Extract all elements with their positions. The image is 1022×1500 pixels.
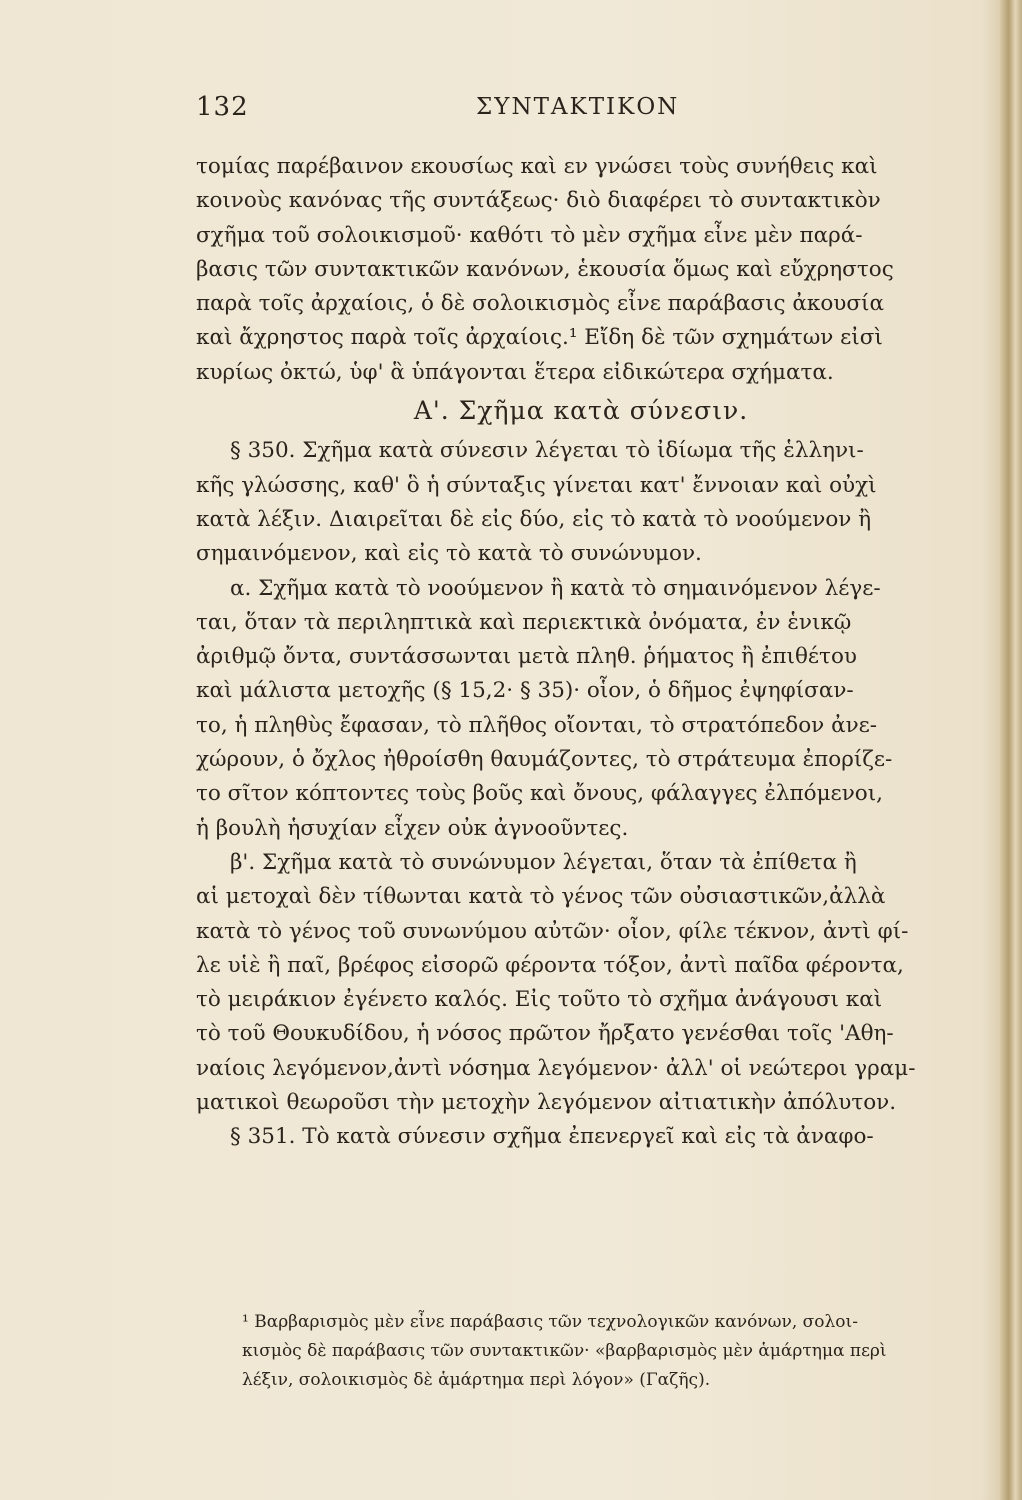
text-line: κυρίως ὀκτώ, ὑφ' ἃ ὑπάγονται ἕτερα εἰδικώτερα σχήματα. xyxy=(196,359,834,385)
intro-paragraph xyxy=(196,150,966,390)
text-line: καὶ μάλιστα μετοχῆς (§ 15,2· § 35)· οἷον, ὁ δῆμος ἐψηφίσαν- xyxy=(196,678,854,704)
text-line: κῆς γλώσσης, καθ' ὃ ἡ σύνταξις γίνεται κατ' ἔννοιαν καὶ οὐχὶ xyxy=(196,472,877,498)
text-line: σχῆμα τοῦ σολοικισμοῦ· καθότι τὸ μὲν σχῆμα εἶνε μὲν παρά- xyxy=(196,222,863,248)
paragraph-350 xyxy=(196,434,966,571)
text-line: ματικοὶ θεωροῦσι τὴν μετοχὴν λεγόμενον αἰτιατικὴν ἀπόλυτον. xyxy=(196,1090,897,1116)
text-line: α. Σχῆμα κατὰ τὸ νοούμενον ἢ κατὰ τὸ σημαινόμενον λέγε- xyxy=(230,575,881,601)
text-line: ἡ βουλὴ ἡσυχίαν εἶχεν οὐκ ἀγνοοῦντες. xyxy=(196,815,629,841)
footnote-line: κισμὸς δὲ παράβασις τῶν συντακτικῶν· «βαρβαρισμὸς μὲν ἁμάρτημα περὶ xyxy=(242,1341,887,1361)
body-text xyxy=(196,150,966,1155)
text-line: τομίας παρέβαινον εκουσίως καὶ εν γνώσει τοὺς συνήθεις καὶ xyxy=(196,154,878,179)
text-line: παρὰ τοῖς ἀρχαίοις, ὁ δὲ σολοικισμὸς εἶνε παράβασις ἀκουσία xyxy=(196,291,884,317)
footnote-line: λέξιν, σολοικισμὸς δὲ ἁμάρτημα περὶ λόγον» (Γαζῆς). xyxy=(242,1370,711,1390)
text-line: ἀριθμῷ ὄντα, συντάσσωνται μετὰ πληθ. ῥήματος ἢ ἐπιθέτου xyxy=(196,644,857,670)
text-line: σημαινόμενον, καὶ εἰς τὸ κατὰ τὸ συνώνυμον. xyxy=(196,541,702,567)
text-line: καὶ ἄχρηστος παρὰ τοῖς ἀρχαίοις.¹ Εἴδη δὲ τῶν σχημάτων εἰσὶ xyxy=(196,325,883,351)
section-heading: Α'. Σχῆμα κατὰ σύνεσιν. xyxy=(413,396,749,426)
text-line: β'. Σχῆμα κατὰ τὸ συνώνυμον λέγεται, ὅταν τὰ ἐπίθετα ἢ xyxy=(230,849,857,875)
text-line: τὸ μειράκιον ἐγένετο καλός. Εἰς τοῦτο τὸ σχῆμα ἀνάγουσι καὶ xyxy=(196,987,883,1013)
text-line: ται, ὅταν τὰ περιληπτικὰ καὶ περιεκτικὰ ὀνόματα, ἐν ἑνικῷ xyxy=(196,609,852,635)
text-line: χώρουν, ὁ ὄχλος ἠθροίσθη θαυμάζοντες, τὸ στράτευμα ἐπορίζε- xyxy=(196,747,893,773)
text-line: κατὰ λέξιν. Διαιρεῖται δὲ εἰς δύο, εἰς τὸ κατὰ τὸ νοούμενον ἢ xyxy=(196,506,872,532)
paragraph-b xyxy=(196,846,966,1120)
footnote-line: ¹ Βαρβαρισμὸς μὲν εἶνε παράβασις τῶν τεχνολογικῶν κανόνων, σολοι- xyxy=(242,1312,858,1332)
book-spine-edge xyxy=(1000,0,1022,1500)
footnote xyxy=(242,1308,970,1395)
text-line: το, ἡ πληθὺς ἔφασαν, τὸ πλῆθος οἴονται, τὸ στρατόπεδον ἀνε- xyxy=(196,712,878,738)
page-number: 132 xyxy=(196,92,249,122)
paragraph-a xyxy=(196,572,966,846)
text-line: τὸ τοῦ Θουκυδίδου, ἡ νόσος πρῶτον ἤρξατο γενέσθαι τοῖς 'Αθη- xyxy=(196,1021,894,1047)
text-line: κατὰ τὸ γένος τοῦ συνωνύμου αὐτῶν· οἷον, φίλε τέκνον, ἀντὶ φί- xyxy=(196,918,909,944)
text-line: § 351. Τὸ κατὰ σύνεσιν σχῆμα ἐπενεργεῖ καὶ εἰς τὰ ἀναφο- xyxy=(230,1124,874,1150)
text-line: ναίοις λεγόμενον,ἀντὶ νόσημα λεγόμενον· ἀλλ' οἱ νεώτεροι γραμ- xyxy=(196,1055,916,1081)
text-line: λε υἱὲ ἢ παῖ, βρέφος εἰσορῶ φέροντα τόξον, ἀντὶ παῖδα φέροντα, xyxy=(196,952,904,978)
page-header xyxy=(196,92,966,128)
running-title: ΣΥΝΤΑΚΤΙΚΟΝ xyxy=(476,94,680,120)
text-line: βασις τῶν συντακτικῶν κανόνων, ἑκουσία ὅμως καὶ εὔχρηστος xyxy=(196,256,894,282)
text-line: το σῖτον κόπτοντες τοὺς βοῦς καὶ ὄνους, φάλαγγες ἐλπόμενοι, xyxy=(196,781,883,807)
paragraph-351 xyxy=(196,1120,966,1154)
text-line: § 350. Σχῆμα κατὰ σύνεσιν λέγεται τὸ ἰδίωμα τῆς ἑλληνι- xyxy=(230,438,864,464)
text-line: κοινοὺς κανόνας τῆς συντάξεως· διὸ διαφέρει τὸ συντακτικὸν xyxy=(196,188,881,214)
text-line: αἱ μετοχαὶ δὲν τίθωνται κατὰ τὸ γένος τῶν οὐσιαστικῶν,ἀλλὰ xyxy=(196,884,886,910)
